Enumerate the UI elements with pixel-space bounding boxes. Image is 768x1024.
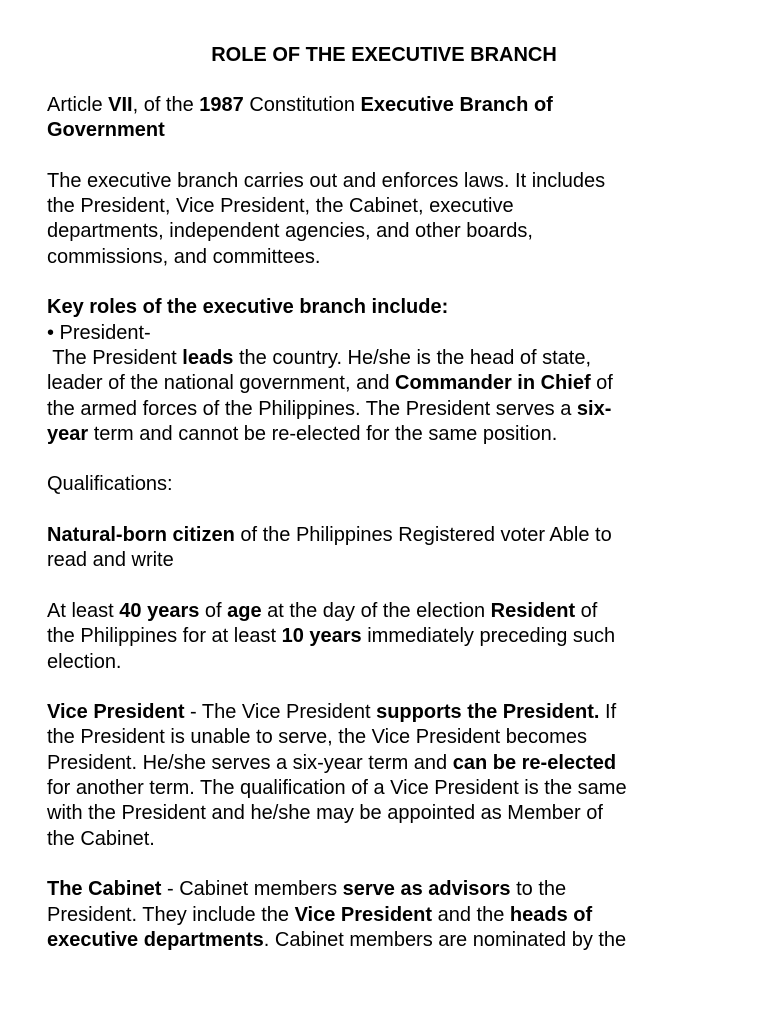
vice-president-text: for another term. The qualification of a Vice President is the same (47, 777, 627, 800)
president-text: The President (47, 346, 183, 369)
qualification-emphasis: Resident (490, 599, 576, 622)
cabinet-emphasis: heads of (509, 903, 593, 926)
intro-line: departments, independent agencies, and other boards, (47, 220, 533, 243)
qualification-text: of (575, 599, 598, 622)
president-emphasis: six- (576, 397, 612, 420)
qualification-citizenship (47, 523, 737, 574)
cabinet-emphasis: The Cabinet (47, 878, 162, 901)
article-heading: Executive Branch of (360, 94, 553, 116)
article-text: Article (47, 94, 109, 116)
qualification-text: of (199, 599, 228, 622)
qualification-emphasis: Natural-born citizen (47, 524, 235, 547)
president-text: of (590, 372, 613, 395)
vice-president-text: President. He/she serves a six-year term and (47, 751, 453, 774)
vice-president-emphasis: can be re-elected (452, 751, 617, 774)
qualification-text: At least (47, 599, 120, 622)
article-text: , of the (132, 94, 200, 116)
qualification-text: read and write (47, 549, 174, 572)
article-text: Constitution (243, 94, 361, 116)
president-emphasis: leads (182, 346, 234, 369)
qualification-age-residency (47, 599, 737, 675)
qualification-text: at the day of the election (261, 599, 491, 622)
vice-president-text: - The Vice President (184, 701, 377, 724)
president-text: the country. He/she is the head of state, (233, 346, 592, 369)
intro-line: commissions, and committees. (47, 245, 321, 268)
qualification-emphasis: 10 years (281, 625, 362, 648)
president-emphasis: year (47, 422, 89, 445)
vice-president-paragraph (47, 700, 737, 852)
cabinet-paragraph (47, 877, 737, 953)
cabinet-text: . Cabinet members are nominated by the (263, 928, 627, 951)
qualifications-label: Qualifications: (47, 473, 173, 496)
qualifications-heading (47, 472, 737, 497)
qualification-emphasis: 40 years (119, 599, 200, 622)
intro-line: The executive branch carries out and enforces laws. It includes (47, 169, 606, 192)
cabinet-text: and the (432, 903, 510, 926)
article-paragraph (47, 93, 737, 144)
key-roles-heading: Key roles of the executive branch include: (47, 296, 449, 319)
document-body (47, 93, 737, 953)
vice-president-text: the President is unable to serve, the Vice President becomes (47, 726, 587, 749)
intro-line: the President, Vice President, the Cabinet, executive (47, 195, 514, 218)
president-text: term and cannot be re-elected for the same position. (88, 422, 558, 445)
qualification-text: the Philippines for at least (47, 625, 282, 648)
key-roles-paragraph (47, 295, 737, 447)
vice-president-text: with the President and he/she may be appointed as Member of (47, 802, 603, 825)
cabinet-emphasis: Vice President (294, 903, 433, 926)
vice-president-text: the Cabinet. (47, 827, 155, 850)
qualification-text: of the Philippines Registered voter Able to (234, 524, 612, 547)
president-bullet: • President- (47, 321, 151, 344)
qualification-emphasis: age (227, 599, 262, 622)
qualification-text: election. (47, 650, 122, 673)
cabinet-text: President. They include the (47, 903, 295, 926)
president-text: leader of the national government, and (47, 372, 396, 395)
president-text: the armed forces of the Philippines. The President serves a (47, 397, 577, 420)
cabinet-emphasis: serve as advisors (342, 878, 511, 901)
intro-paragraph (47, 169, 737, 270)
constitution-year: 1987 (199, 94, 244, 116)
article-number: VII (108, 94, 133, 116)
vice-president-text: If (599, 701, 617, 724)
cabinet-emphasis: executive departments (47, 928, 264, 951)
article-heading: Government (47, 119, 165, 142)
vice-president-emphasis: supports the President. (376, 701, 600, 724)
document-title: ROLE OF THE EXECUTIVE BRANCH (211, 44, 557, 66)
president-emphasis: Commander in Chief (395, 372, 591, 395)
vice-president-emphasis: Vice President (47, 701, 185, 724)
cabinet-text: - Cabinet members (161, 878, 343, 901)
cabinet-text: to the (510, 878, 567, 901)
qualification-text: immediately preceding such (361, 625, 616, 648)
